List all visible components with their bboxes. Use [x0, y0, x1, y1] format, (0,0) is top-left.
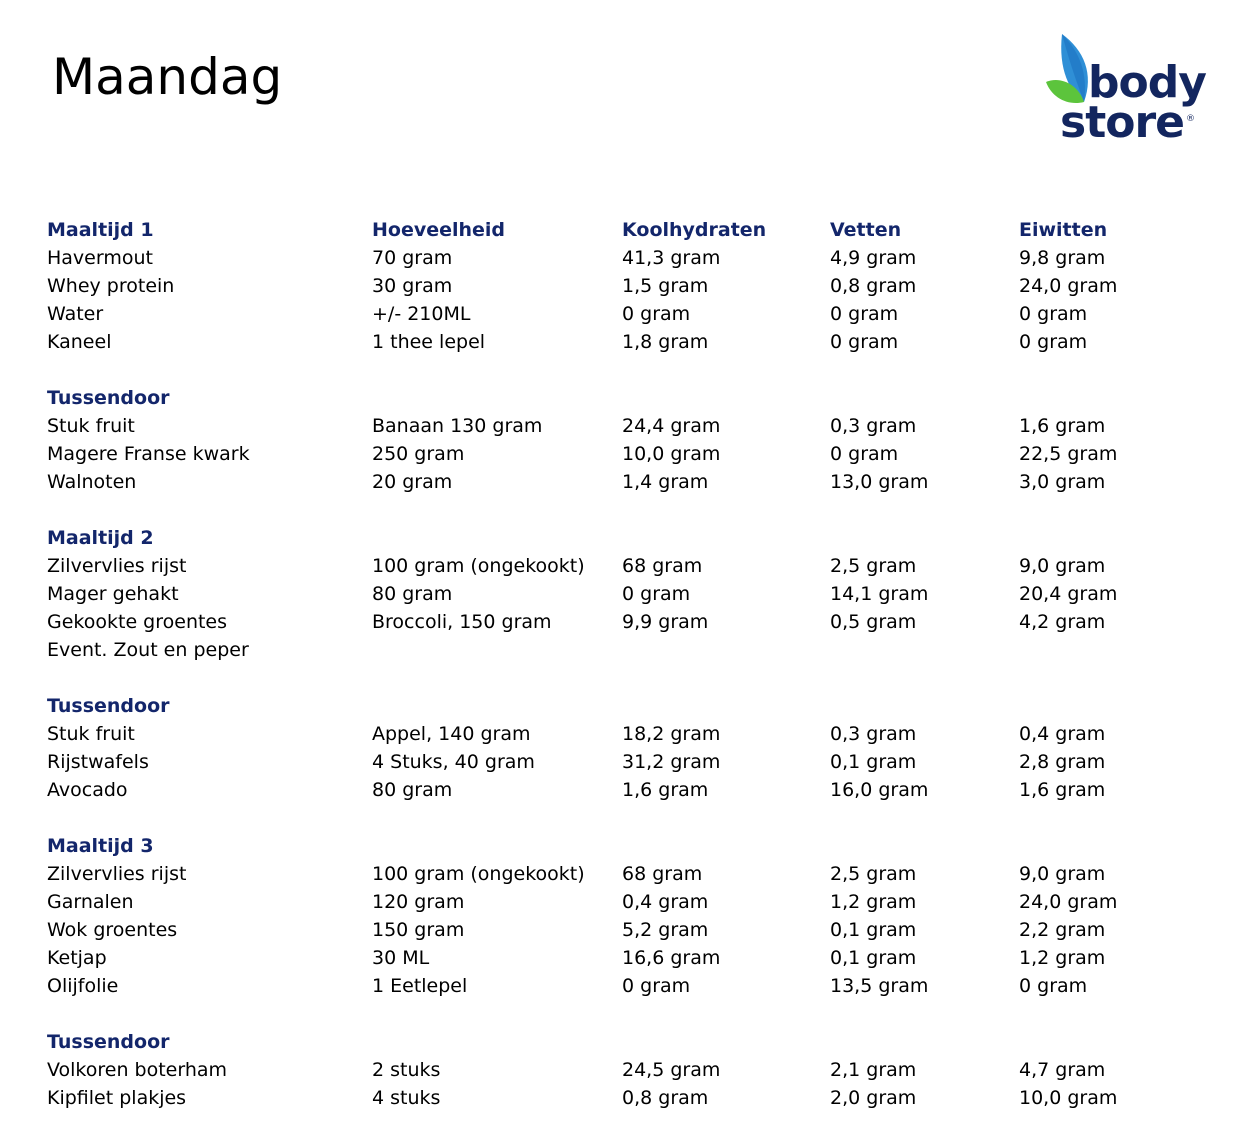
column-header: Vetten	[830, 219, 902, 241]
table-cell: 9,9 gram	[622, 611, 709, 633]
table-cell: 0,1 gram	[830, 919, 917, 941]
table-cell: 0 gram	[830, 303, 899, 325]
table-cell: 0 gram	[622, 975, 691, 997]
table-cell: 120 gram	[372, 891, 465, 913]
table-cell: 2,0 gram	[830, 1087, 917, 1109]
table-cell: 1,5 gram	[622, 275, 709, 297]
section-header	[47, 216, 1197, 244]
logo-word-body: body	[1088, 57, 1206, 108]
table-cell: 2,8 gram	[1019, 751, 1106, 773]
table-cell: 68 gram	[622, 555, 703, 577]
table-row	[47, 916, 1197, 944]
meal-plan-table	[47, 216, 1197, 1112]
table-cell: 80 gram	[372, 779, 453, 801]
table-cell: 2,2 gram	[1019, 919, 1106, 941]
section-title: Tussendoor	[47, 1031, 170, 1053]
food-item: Garnalen	[47, 891, 134, 913]
table-cell: 20,4 gram	[1019, 583, 1118, 605]
table-cell: 1,6 gram	[1019, 779, 1106, 801]
section-spacer	[47, 664, 1197, 692]
table-cell: 1,2 gram	[1019, 947, 1106, 969]
table-row	[47, 860, 1197, 888]
table-cell: 4,9 gram	[830, 247, 917, 269]
table-cell: 250 gram	[372, 443, 465, 465]
food-item: Volkoren boterham	[47, 1059, 228, 1081]
table-row	[47, 636, 1197, 664]
food-item: Olijfolie	[47, 975, 119, 997]
table-cell: 0,1 gram	[830, 947, 917, 969]
table-cell: 4,2 gram	[1019, 611, 1106, 633]
section-spacer	[47, 496, 1197, 524]
section-spacer	[47, 804, 1197, 832]
table-cell: 4 Stuks, 40 gram	[372, 751, 535, 773]
table-cell: Broccoli, 150 gram	[372, 611, 552, 633]
section-header	[47, 524, 1197, 552]
table-cell: 24,0 gram	[1019, 275, 1118, 297]
table-cell: 0,3 gram	[830, 723, 917, 745]
table-cell: 0 gram	[1019, 975, 1088, 997]
food-item: Kipfilet plakjes	[47, 1087, 187, 1109]
section-header	[47, 1028, 1197, 1056]
table-cell: 2,1 gram	[830, 1059, 917, 1081]
table-cell: 100 gram (ongekookt)	[372, 555, 585, 577]
table-cell: 16,0 gram	[830, 779, 929, 801]
table-cell: 24,5 gram	[622, 1059, 721, 1081]
table-cell: Appel, 140 gram	[372, 723, 531, 745]
table-cell: 16,6 gram	[622, 947, 721, 969]
table-row	[47, 468, 1197, 496]
table-row	[47, 720, 1197, 748]
section-spacer	[47, 1000, 1197, 1028]
table-cell: 0 gram	[830, 331, 899, 353]
food-item: Wok groentes	[47, 919, 178, 941]
table-row	[47, 580, 1197, 608]
table-row	[47, 608, 1197, 636]
table-cell: 0 gram	[622, 583, 691, 605]
section-title: Tussendoor	[47, 387, 170, 409]
table-cell: 0 gram	[622, 303, 691, 325]
food-item: Stuk fruit	[47, 723, 135, 745]
column-header: Koolhydraten	[622, 219, 767, 241]
table-row	[47, 552, 1197, 580]
table-row	[47, 412, 1197, 440]
table-cell: 22,5 gram	[1019, 443, 1118, 465]
food-item: Rijstwafels	[47, 751, 149, 773]
table-cell: 30 ML	[372, 947, 430, 969]
food-item: Stuk fruit	[47, 415, 135, 437]
section-title: Maaltijd 3	[47, 835, 154, 857]
table-cell: 0 gram	[1019, 303, 1088, 325]
table-cell: 41,3 gram	[622, 247, 721, 269]
table-row	[47, 1056, 1197, 1084]
registered-mark: ®	[1186, 114, 1195, 124]
food-item: Ketjap	[47, 947, 107, 969]
table-cell: 0,1 gram	[830, 751, 917, 773]
table-cell: 31,2 gram	[622, 751, 721, 773]
food-item: Mager gehakt	[47, 583, 179, 605]
table-cell: 0,8 gram	[830, 275, 917, 297]
body-store-logo	[1040, 30, 1220, 150]
food-item: Kaneel	[47, 331, 112, 353]
table-cell: 10,0 gram	[1019, 1087, 1118, 1109]
table-cell: Banaan 130 gram	[372, 415, 543, 437]
table-cell: 2,5 gram	[830, 863, 917, 885]
table-row	[47, 944, 1197, 972]
logo-word-store: store	[1060, 97, 1184, 148]
food-item: Avocado	[47, 779, 128, 801]
food-item: Zilvervlies rijst	[47, 555, 187, 577]
table-row	[47, 440, 1197, 468]
table-row	[47, 244, 1197, 272]
section-header	[47, 692, 1197, 720]
table-cell: 9,8 gram	[1019, 247, 1106, 269]
table-cell: 0,8 gram	[622, 1087, 709, 1109]
food-item: Zilvervlies rijst	[47, 863, 187, 885]
table-row	[47, 272, 1197, 300]
section-title: Maaltijd 1	[47, 219, 154, 241]
table-cell: 68 gram	[622, 863, 703, 885]
section-title: Maaltijd 2	[47, 527, 154, 549]
table-row	[47, 888, 1197, 916]
table-cell: 24,4 gram	[622, 415, 721, 437]
table-cell: 2,5 gram	[830, 555, 917, 577]
table-cell: 4 stuks	[372, 1087, 441, 1109]
section-header	[47, 832, 1197, 860]
table-cell: 1,6 gram	[1019, 415, 1106, 437]
food-item: Event. Zout en peper	[47, 639, 249, 661]
table-cell: +/- 210ML	[372, 303, 471, 325]
table-cell: 1 thee lepel	[372, 331, 486, 353]
table-cell: 1,8 gram	[622, 331, 709, 353]
food-item: Magere Franse kwark	[47, 443, 250, 465]
table-row	[47, 972, 1197, 1000]
table-cell: 80 gram	[372, 583, 453, 605]
table-cell: 100 gram (ongekookt)	[372, 863, 585, 885]
table-cell: 9,0 gram	[1019, 863, 1106, 885]
section-title: Tussendoor	[47, 695, 170, 717]
table-row	[47, 1084, 1197, 1112]
table-cell: 0 gram	[830, 443, 899, 465]
table-cell: 14,1 gram	[830, 583, 929, 605]
table-cell: 5,2 gram	[622, 919, 709, 941]
column-header: Hoeveelheid	[372, 219, 506, 241]
food-item: Gekookte groentes	[47, 611, 228, 633]
table-cell: 30 gram	[372, 275, 453, 297]
table-cell: 20 gram	[372, 471, 453, 493]
section-header	[47, 384, 1197, 412]
food-item: Whey protein	[47, 275, 175, 297]
table-cell: 3,0 gram	[1019, 471, 1106, 493]
table-cell: 70 gram	[372, 247, 453, 269]
table-cell: 13,5 gram	[830, 975, 929, 997]
table-cell: 1,4 gram	[622, 471, 709, 493]
table-cell: 150 gram	[372, 919, 465, 941]
table-cell: 10,0 gram	[622, 443, 721, 465]
table-cell: 9,0 gram	[1019, 555, 1106, 577]
table-cell: 1,6 gram	[622, 779, 709, 801]
table-cell: 0 gram	[1019, 331, 1088, 353]
food-item: Walnoten	[47, 471, 137, 493]
table-cell: 18,2 gram	[622, 723, 721, 745]
table-row	[47, 300, 1197, 328]
table-row	[47, 748, 1197, 776]
page-title: Maandag	[52, 48, 283, 106]
column-header: Eiwitten	[1019, 219, 1108, 241]
food-item: Havermout	[47, 247, 153, 269]
section-spacer	[47, 356, 1197, 384]
table-cell: 24,0 gram	[1019, 891, 1118, 913]
table-row	[47, 328, 1197, 356]
table-cell: 2 stuks	[372, 1059, 441, 1081]
table-cell: 0,4 gram	[622, 891, 709, 913]
table-cell: 4,7 gram	[1019, 1059, 1106, 1081]
table-cell: 13,0 gram	[830, 471, 929, 493]
table-cell: 0,4 gram	[1019, 723, 1106, 745]
table-cell: 1 Eetlepel	[372, 975, 468, 997]
table-cell: 1,2 gram	[830, 891, 917, 913]
table-cell: 0,5 gram	[830, 611, 917, 633]
table-row	[47, 776, 1197, 804]
food-item: Water	[47, 303, 104, 325]
table-cell: 0,3 gram	[830, 415, 917, 437]
